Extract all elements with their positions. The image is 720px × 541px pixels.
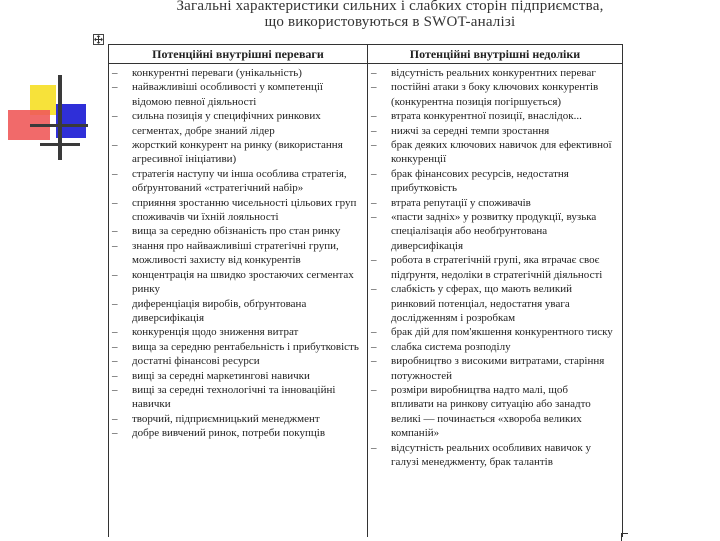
strength-item: – вищі за середні технологічні та інноваційні навички <box>109 383 363 412</box>
strength-item: – достатні фінансові ресурси <box>109 354 363 368</box>
decorative-squares-logo <box>0 70 90 170</box>
strength-item: – стратегія наступу чи інша особлива стратегія, обґрунтований «стратегічний набір» <box>109 167 363 196</box>
strengths-column <box>109 66 363 441</box>
strength-item: – вищі за середні маркетингові навички <box>109 369 363 383</box>
weakness-item: – втрата репутації у споживачів <box>368 196 613 210</box>
deco-vertical-bar <box>58 75 62 160</box>
move-arrows-icon <box>94 35 103 44</box>
title-line-1: Загальні характеристики сильних і слабких сторін підприємства, <box>176 0 604 14</box>
strength-item: – найважливіші особливості у компетенції відомою певної діяльності <box>109 80 363 109</box>
weakness-item: – «пасти задніх» у розвитку продукції, вузька спеціалізація або необґрунтована диверсифікація <box>368 210 613 253</box>
strengths-header: Потенційні внутрішні переваги <box>152 47 324 61</box>
document-title <box>130 0 650 30</box>
strength-item: – творчий, підприємницький менеджмент <box>109 412 363 426</box>
strength-item: – знання про найважливіші стратегічні групи, можливості захисту від конкурентів <box>109 239 363 268</box>
weakness-item: – втрата конкурентної позиції, внаслідок... <box>368 109 613 123</box>
weaknesses-list <box>368 66 613 469</box>
weakness-item: – слабка система розподілу <box>368 340 613 354</box>
strength-item: – диференціація виробів, обґрунтована диверсифікація <box>109 297 363 326</box>
strength-item: – добре вивчений ринок, потреби покупців <box>109 426 363 440</box>
weakness-item: – нижчі за середні темпи зростання <box>368 124 613 138</box>
weakness-item: – відсутність реальних особливих навичок у галузі менеджменту, брак талантів <box>368 441 613 470</box>
weakness-item: – робота в стратегічній групі, яка втрачає своє підґрунтя, недоліки в стратегічній діяльності <box>368 253 613 282</box>
weaknesses-header: Потенційні внутрішні недоліки <box>409 47 581 61</box>
strength-item: – сильна позиція у специфічних ринкових сегментах, добре знаний лідер <box>109 109 363 138</box>
strength-item: – вища за середню рентабельність і прибутковість <box>109 340 363 354</box>
strength-item: – сприяння зростанню чисельності цільових груп споживачів чи їхній лояльності <box>109 196 363 225</box>
strength-item: – конкурентні переваги (унікальність) <box>109 66 363 80</box>
header-divider <box>109 63 622 64</box>
weakness-item: – брак деяких ключових навичок для ефективної конкуренції <box>368 138 613 167</box>
strength-item: – вища за середню обізнаність про стан ринку <box>109 224 363 238</box>
strength-item: – конкуренція щодо зниження витрат <box>109 325 363 339</box>
weakness-item: – відсутність реальних конкурентних переваг <box>368 66 613 80</box>
table-move-handle[interactable] <box>93 34 104 45</box>
weakness-item: – постійні атаки з боку ключових конкурентів (конкурентна позиція погіршується) <box>368 80 613 109</box>
weakness-item: – брак дій для пом'якшення конкурентного тиску <box>368 325 613 339</box>
strength-item: – жорсткий конкурент на ринку (використання агресивної ініціативи) <box>109 138 363 167</box>
deco-horizontal-bar <box>30 124 88 127</box>
weakness-item: – брак фінансових ресурсів, недостатня прибутковість <box>368 167 613 196</box>
strengths-list <box>109 66 363 441</box>
title-line-2: що використовуються в SWOT-аналізі <box>264 14 516 30</box>
weakness-item: – розміри виробництва надто малі, щоб впливати на ринкову ситуацію або занадто великі — починається «хвороба великих компаній» <box>368 383 613 441</box>
weakness-item: – виробництво з високими витратами, старіння потужностей <box>368 354 613 383</box>
weakness-item: – слабкість у сферах, що мають великий ринковий потенціал, недостатня увага дослідженням і розробкам <box>368 282 613 325</box>
strength-item: – концентрація на швидко зростаючих сегментах ринку <box>109 268 363 297</box>
weaknesses-column <box>368 66 613 469</box>
deco-bottom-bar <box>40 143 80 146</box>
swot-table <box>108 44 623 537</box>
